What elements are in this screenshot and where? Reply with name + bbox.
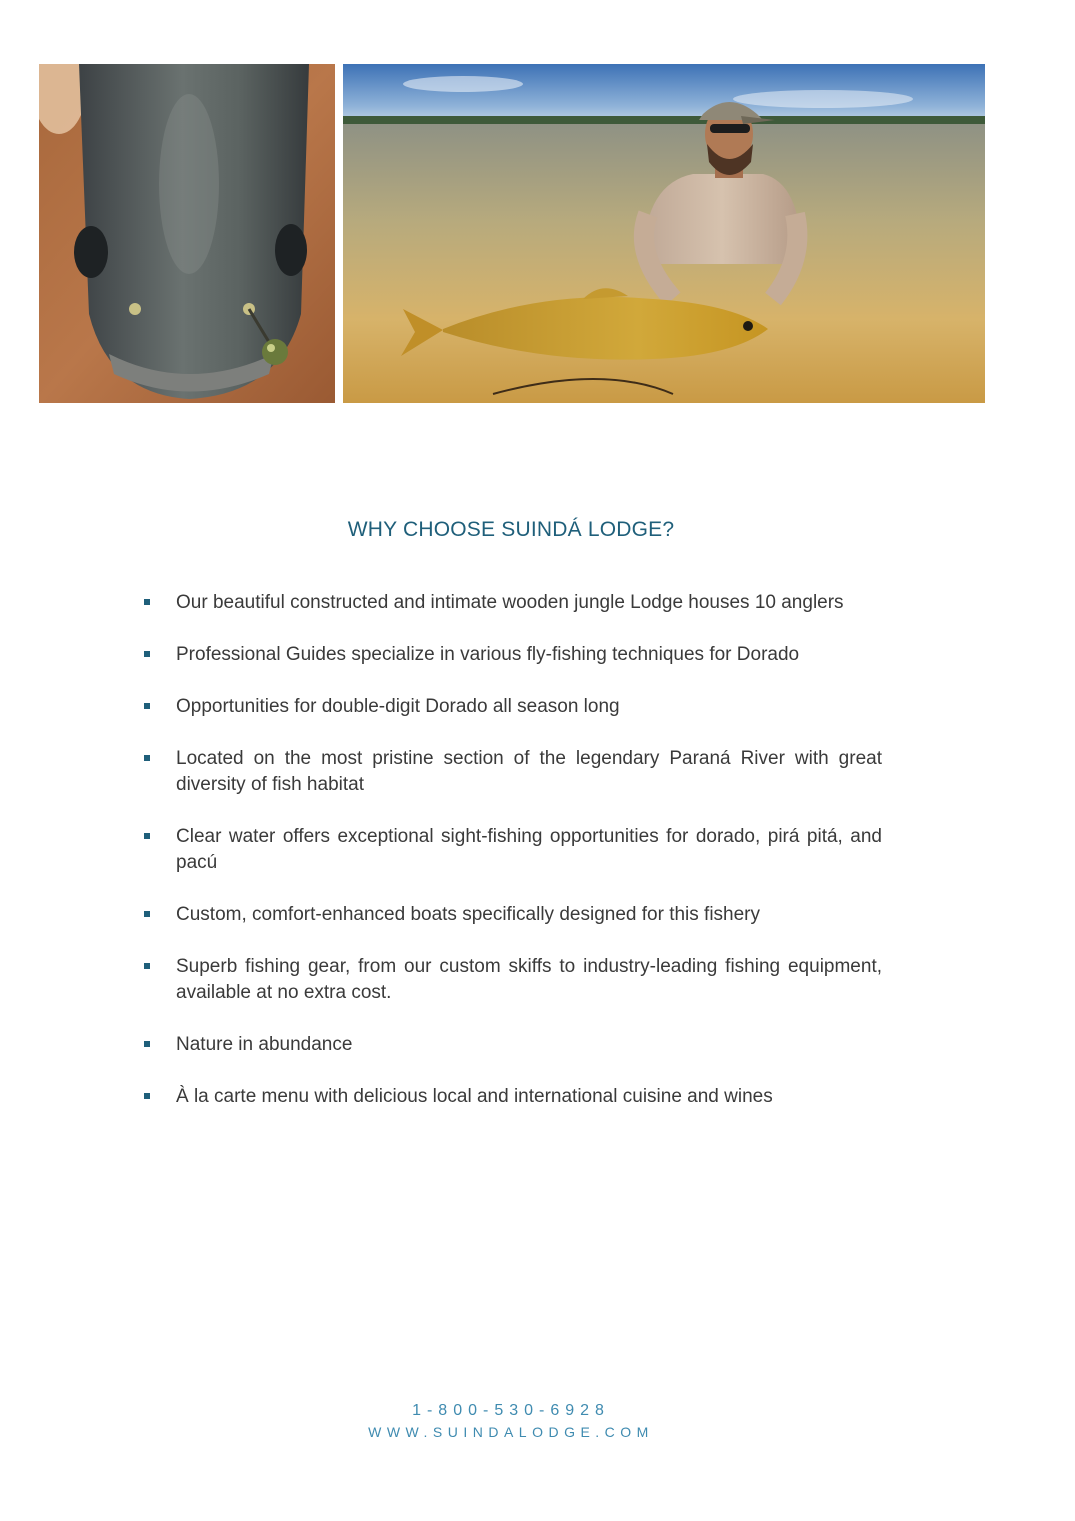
list-item bbox=[142, 824, 882, 876]
feature-list bbox=[142, 590, 882, 1136]
angler-dorado-photo bbox=[343, 64, 985, 403]
list-item bbox=[142, 1032, 882, 1058]
page-heading: WHY CHOOSE SUINDÁ LODGE? bbox=[347, 518, 675, 541]
list-item bbox=[142, 1084, 882, 1110]
square-bullet-icon bbox=[144, 651, 150, 657]
feature-text: À la carte menu with delicious local and international cuisine and wines bbox=[176, 1086, 773, 1107]
list-item bbox=[142, 590, 882, 616]
feature-text: Clear water offers exceptional sight-fishing opportunities for dorado, pirá pitá, and pacú bbox=[176, 826, 882, 873]
square-bullet-icon bbox=[144, 833, 150, 839]
square-bullet-icon bbox=[144, 963, 150, 969]
list-item bbox=[142, 746, 882, 798]
feature-text: Superb fishing gear, from our custom skiffs to industry-leading fishing equipment, available at no extra cost. bbox=[176, 956, 882, 1003]
list-item bbox=[142, 694, 882, 720]
feature-text: Custom, comfort-enhanced boats specifically designed for this fishery bbox=[176, 904, 760, 925]
square-bullet-icon bbox=[144, 755, 150, 761]
list-item bbox=[142, 902, 882, 928]
feature-text: Located on the most pristine section of the legendary Paraná River with great diversity of fish habitat bbox=[176, 748, 882, 795]
square-bullet-icon bbox=[144, 599, 150, 605]
feature-text: Nature in abundance bbox=[176, 1034, 353, 1055]
square-bullet-icon bbox=[144, 1041, 150, 1047]
feature-text: Professional Guides specialize in various fly-fishing techniques for Dorado bbox=[176, 644, 800, 665]
list-item bbox=[142, 642, 882, 668]
angler-dorado-image bbox=[343, 64, 985, 403]
square-bullet-icon bbox=[144, 911, 150, 917]
footer-website: WWW.SUINDALODGE.COM bbox=[368, 1424, 654, 1440]
feature-text: Opportunities for double-digit Dorado all season long bbox=[176, 696, 620, 717]
list-item bbox=[142, 954, 882, 1006]
feature-text: Our beautiful constructed and intimate wooden jungle Lodge houses 10 anglers bbox=[176, 592, 844, 613]
square-bullet-icon bbox=[144, 703, 150, 709]
footer-phone: 1-800-530-6928 bbox=[412, 1402, 610, 1419]
fish-head-image bbox=[39, 64, 335, 403]
fish-head-photo bbox=[39, 64, 335, 403]
square-bullet-icon bbox=[144, 1093, 150, 1099]
